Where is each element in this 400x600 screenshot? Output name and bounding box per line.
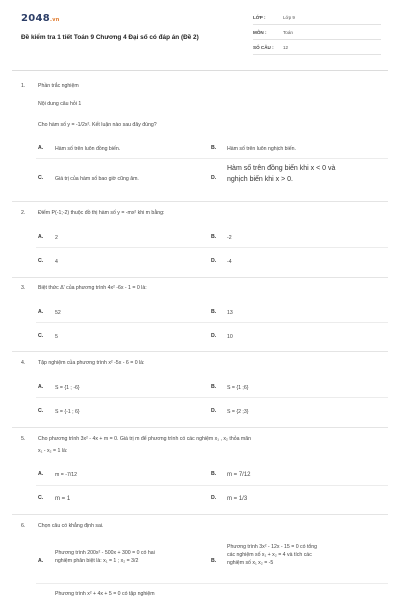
question-number: 3. (21, 285, 26, 291)
option-letter[interactable]: B. (211, 309, 217, 315)
option-row-divider (36, 397, 388, 398)
page-title: Đề kiểm tra 1 tiết Toán 9 Chương 4 Đại số có đáp án (Đề 2) (21, 34, 199, 41)
option-text[interactable]: m = 1/3 (227, 496, 248, 502)
option-text[interactable]: m = -7/12 (55, 472, 78, 478)
meta-value: 12 (283, 45, 289, 50)
question-number: 1. (21, 83, 26, 89)
question-divider (12, 427, 388, 428)
option-letter[interactable]: C. (38, 408, 44, 414)
option-text[interactable]: Hàm số trên luôn nghịch biến. (227, 146, 296, 152)
option-text[interactable]: -2 (227, 235, 232, 241)
option-text[interactable]: Phương trình x² + 4x + 5 = 0 có tập nghiệm (55, 591, 155, 597)
option-text[interactable]: S = {2 ;3} (227, 409, 249, 415)
option-letter[interactable]: A. (38, 558, 44, 564)
question-text: Biệt thức Δ' của phương trình 4x² -6x - 1 = 0 là: (38, 285, 147, 291)
option-letter[interactable]: C. (38, 495, 44, 501)
question-divider (12, 351, 388, 352)
question-number: 4. (21, 360, 26, 366)
section-title: Phần trắc nghiệm (38, 83, 79, 89)
option-text[interactable]: S = {-1 ; 6} (55, 409, 80, 415)
option-letter[interactable]: A. (38, 384, 44, 390)
option-letter[interactable]: D. (211, 408, 217, 414)
option-letter[interactable]: B. (211, 384, 217, 390)
meta-label: SỐ CÂU : (253, 45, 274, 50)
page-header (0, 0, 400, 70)
option-row-divider (36, 485, 388, 486)
meta-subject (253, 27, 381, 40)
option-text[interactable]: 13 (227, 310, 233, 316)
question-divider (12, 514, 388, 515)
option-text-line: Phương trình 3x² - 12x - 15 = 0 có tổng (227, 544, 318, 550)
option-text-line: Phương trình 200x² - 500x + 300 = 0 có hai (55, 550, 155, 556)
option-text[interactable] (227, 164, 335, 186)
option-text-line: nghịch biến khi x > 0. (227, 175, 293, 183)
option-text-line: các nghiệm số x₁ + x₂ = 4 và tích các (227, 552, 312, 559)
option-text[interactable]: 10 (227, 334, 233, 340)
option-text-line: nghiệm phân biệt là: x₁ = 1 ; x₂ = 3/2 (55, 558, 139, 565)
option-text[interactable] (55, 549, 155, 565)
option-letter[interactable]: B. (211, 558, 217, 564)
option-letter[interactable]: D. (211, 333, 217, 339)
option-row-divider (36, 322, 388, 323)
option-text[interactable]: m = 7/12 (227, 472, 251, 478)
question-divider (12, 277, 388, 278)
meta-value: Lớp 9 (283, 15, 295, 20)
option-text[interactable]: 5 (55, 334, 58, 340)
option-text[interactable]: Giá trị của hàm số bao giờ cũng âm. (55, 176, 139, 182)
option-letter[interactable]: C. (38, 175, 44, 181)
question-text: Tập nghiệm của phương trình x² -5x - 6 = 0 là: (38, 360, 145, 366)
question-text: Điểm P(-1;-2) thuộc đồ thị hàm số y = -mx² khi m bằng: (38, 210, 165, 216)
option-letter[interactable]: D. (211, 175, 217, 181)
question-text: Cho hàm số y = -1/2x². Kết luận nào sau đây đúng? (38, 122, 157, 128)
option-text[interactable]: 2 (55, 235, 58, 241)
option-letter[interactable]: C. (38, 258, 44, 264)
option-letter[interactable]: A. (38, 145, 44, 151)
option-text[interactable]: S = {1 ;6} (227, 385, 249, 391)
question-number: 5. (21, 436, 26, 442)
header-divider (12, 70, 388, 71)
option-text[interactable]: 4 (55, 259, 58, 265)
option-row-divider (36, 583, 388, 584)
question-text: Chọn câu có khẳng định sai. (38, 523, 104, 529)
question-number: 2. (21, 210, 26, 216)
question-number: 6. (21, 523, 26, 529)
option-text-line: Hàm số trên đồng biến khi x < 0 và (227, 165, 336, 172)
option-letter[interactable]: C. (38, 333, 44, 339)
option-text[interactable]: m = 1 (55, 496, 71, 502)
option-text[interactable]: S = {1 ; -6} (55, 385, 80, 391)
question-divider (12, 201, 388, 202)
meta-label: LỚP : (253, 15, 266, 20)
meta-class (253, 12, 381, 25)
meta-value: Toán (283, 30, 293, 35)
option-text[interactable]: -4 (227, 259, 232, 265)
option-letter[interactable]: A. (38, 234, 44, 240)
meta-label: MÔN : (253, 30, 267, 35)
option-row-divider (36, 158, 388, 159)
option-row-divider (36, 247, 388, 248)
option-text[interactable] (227, 543, 317, 567)
option-text-line: nghiệm số x₁ x₂ = -5 (227, 560, 274, 567)
option-letter[interactable]: B. (211, 145, 217, 151)
question-text-cont: x₁ - x₂ = 1 là: (38, 448, 68, 454)
option-text[interactable]: 52 (55, 310, 61, 316)
option-letter[interactable]: D. (211, 495, 217, 501)
option-letter[interactable]: D. (211, 258, 217, 264)
meta-count (253, 42, 381, 55)
question-text: Cho phương trình 3x² - 4x + m = 0. Giá trị m để phương trình có các nghiệm x₁ , x₂ thỏa mãn (38, 436, 252, 442)
option-letter[interactable]: B. (211, 471, 217, 477)
option-letter[interactable]: B. (211, 234, 217, 240)
option-text[interactable]: Hàm số trên luôn đồng biến. (55, 146, 121, 152)
site-logo[interactable]: 2048.vn (21, 13, 60, 24)
option-letter[interactable]: A. (38, 471, 44, 477)
option-letter[interactable]: A. (38, 309, 44, 315)
question-subtitle: Nội dung câu hỏi 1 (38, 101, 82, 107)
